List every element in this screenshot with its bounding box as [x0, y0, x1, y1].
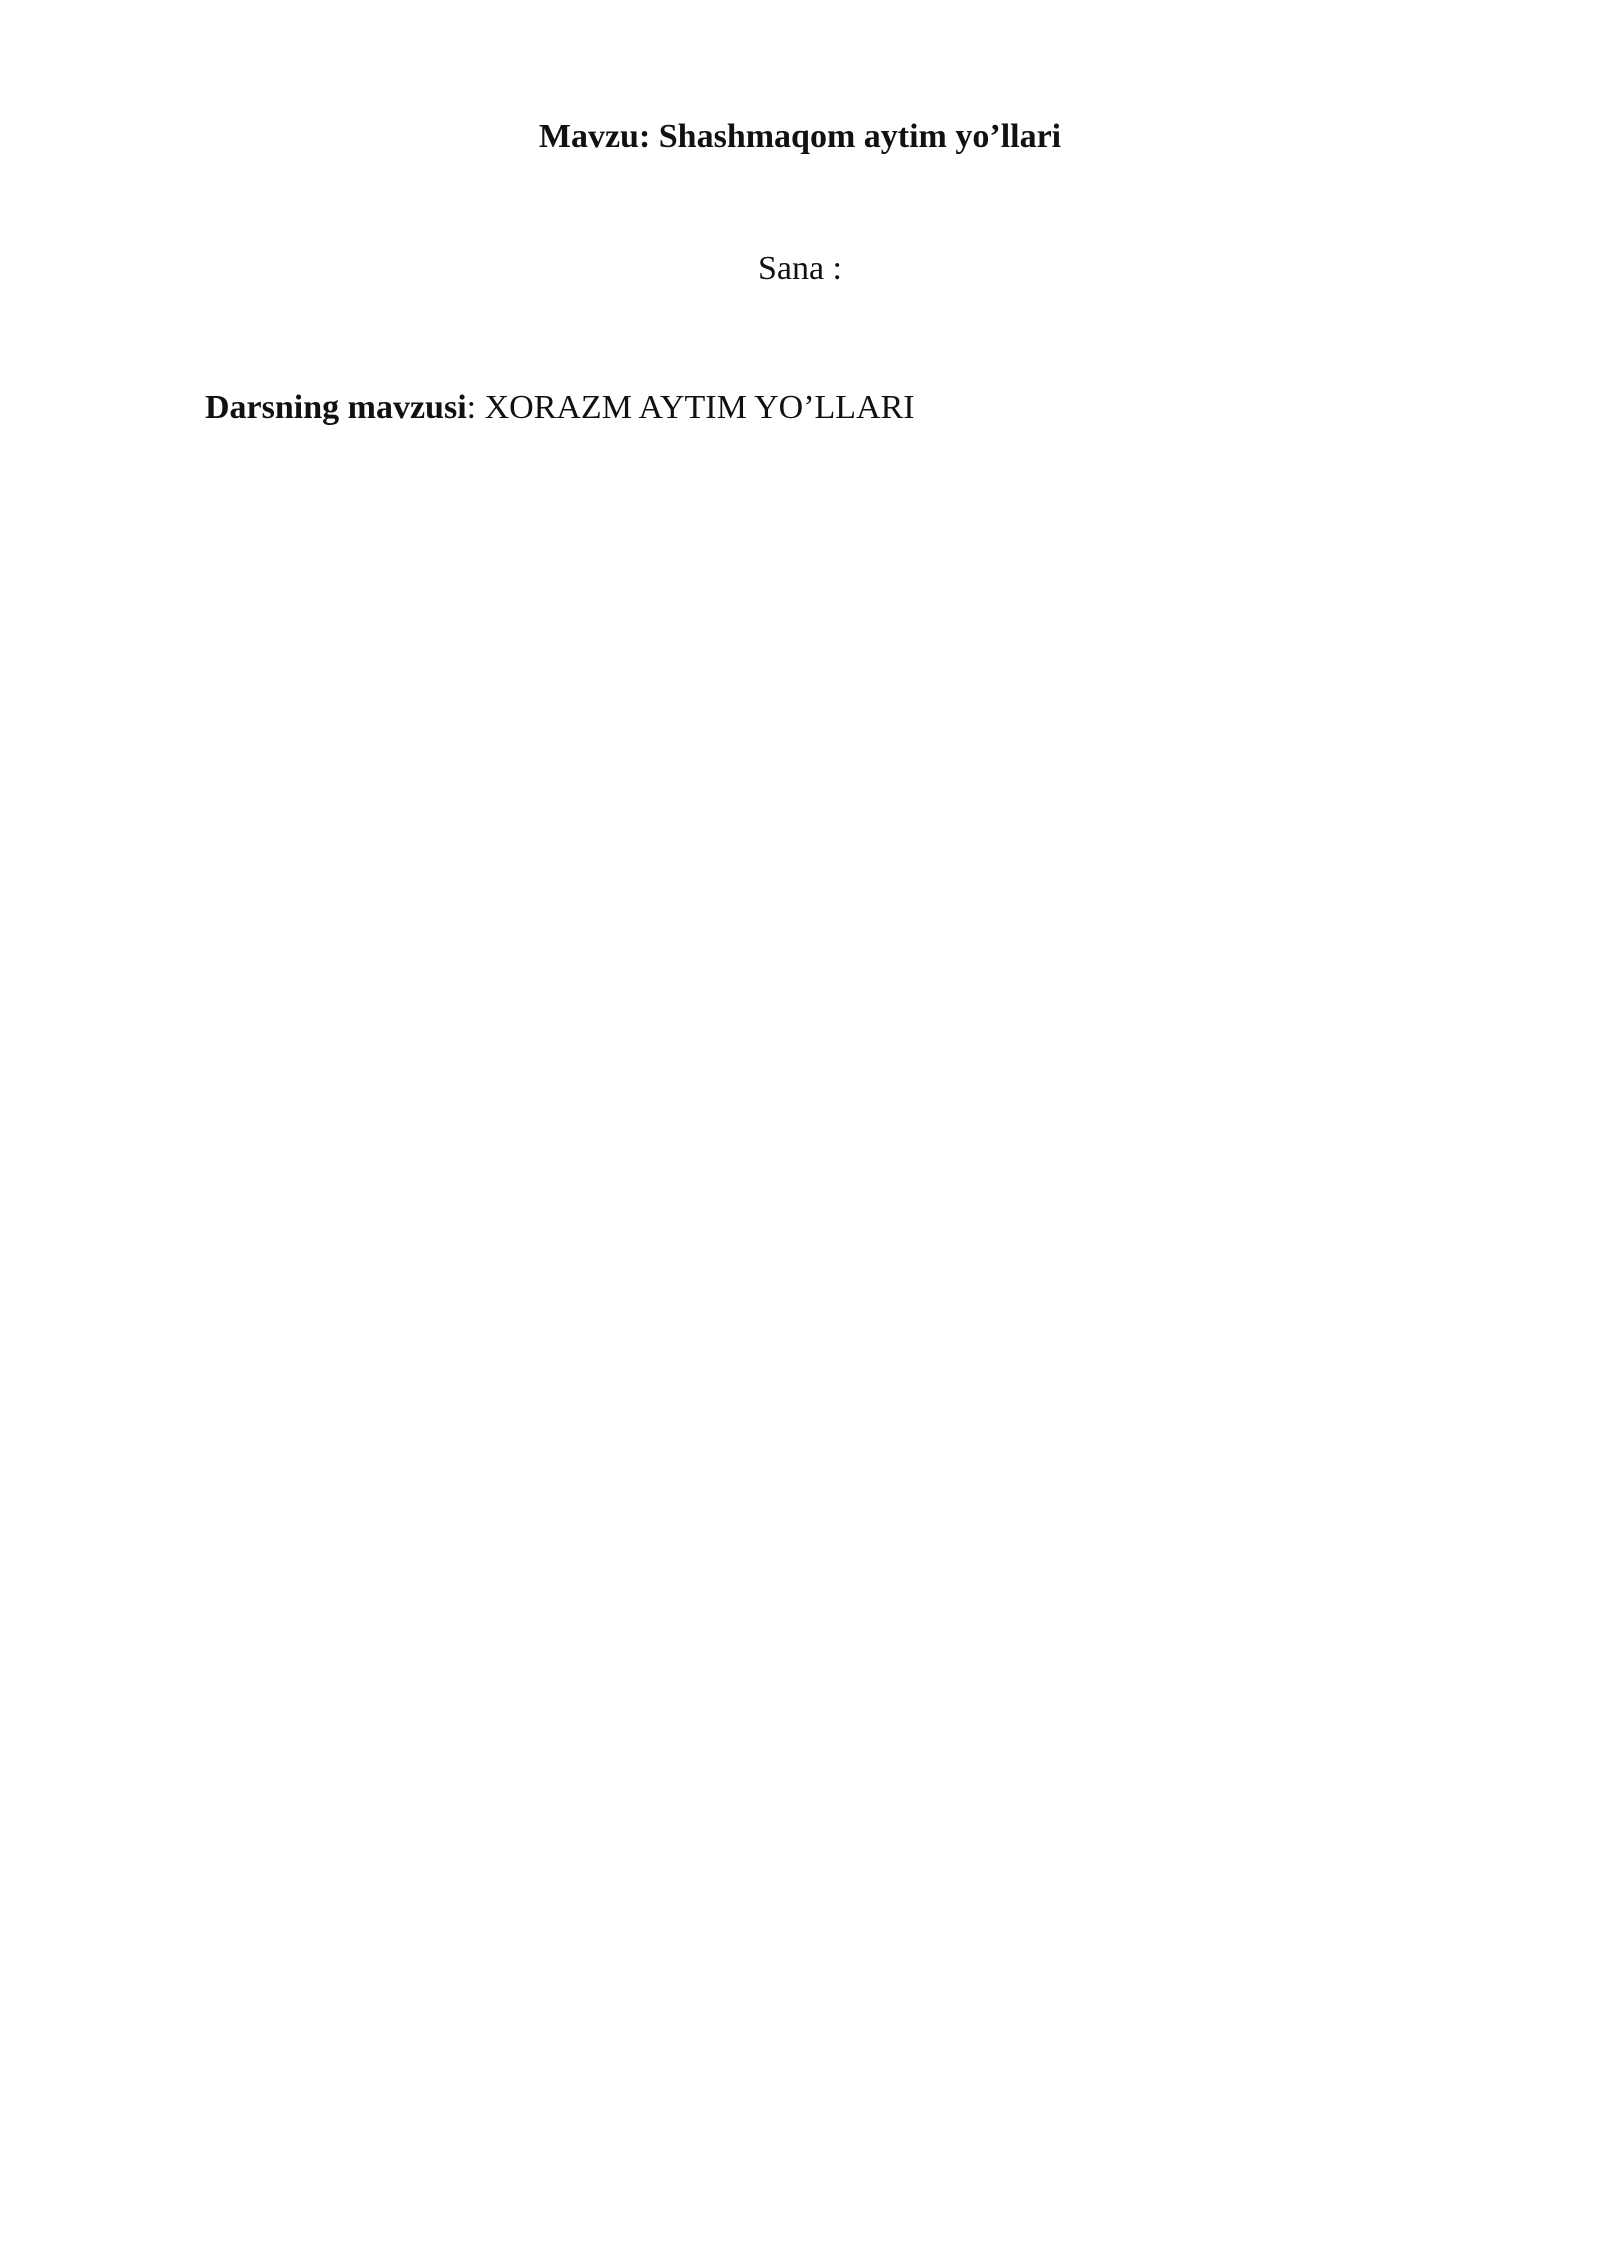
- date-line: Sana :: [757, 250, 843, 287]
- topic-label: Darsning mavzusi: [205, 389, 467, 426]
- document-body: [205, 375, 1515, 440]
- topic-text: XORAZM AYTIM YO’LLARI: [484, 389, 915, 426]
- topic-line: [205, 375, 1515, 440]
- document-title: Mavzu: Shashmaqom aytim yo’llari: [538, 118, 1062, 155]
- topic-separator: :: [466, 389, 485, 426]
